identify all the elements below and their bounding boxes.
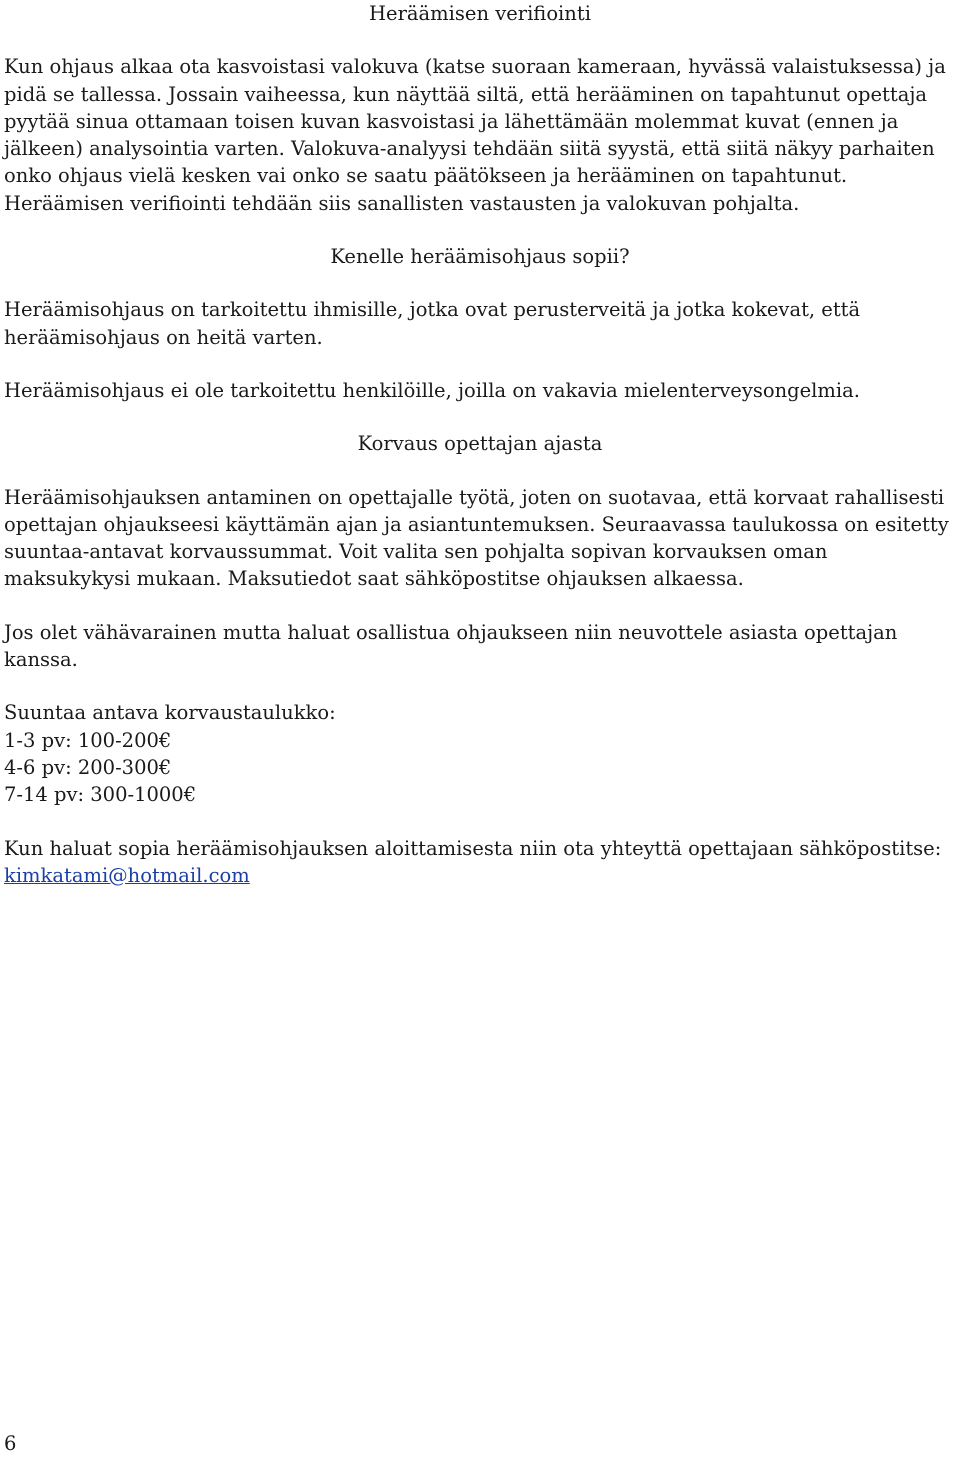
email-link[interactable]: kimkatami@hotmail.com	[4, 863, 250, 887]
document-page	[4, 0, 956, 889]
paragraph-compensation-2: Jos olet vähävarainen mutta haluat osallistua ohjaukseen niin neuvottele asiasta opettajan kanssa.	[4, 620, 898, 672]
rate-row: 7-14 pv: 300-1000€	[4, 783, 197, 807]
rate-row: 1-3 pv: 100-200€	[4, 728, 172, 752]
paragraph-suitability-1: Heräämisohjaus on tarkoitettu ihmisille, jotka ovat perusterveitä ja jotka kokevat, että heräämisohjaus on heitä varten.	[4, 298, 861, 349]
heading-verification: Heräämisen verifiointi	[369, 2, 591, 25]
contact-text: Kun haluat sopia heräämisohjauksen aloittamisesta niin ota yhteyttä opettajaan sähköpostitse:	[4, 836, 942, 860]
paragraph-suitability-2: Heräämisohjaus ei ole tarkoitettu henkilöille, joilla on vakavia mielenterveysongelmia.	[4, 378, 860, 402]
heading-compensation: Korvaus opettajan ajasta	[357, 432, 603, 456]
paragraph-compensation-1: Heräämisohjauksen antaminen on opettajalle työtä, joten on suotavaa, että korvaat rahallisesti opettajan ohjaukseesi käyttämän ajan ja asiantuntemuksen. Seuraavassa taulukossa on esitetty suuntaa-antavat korvaussummat. Voit valita sen pohjalta sopivan korvauksen oman maksukykysi mukaan. Maksutiedot saat sähköpostitse ohjauksen alkaessa.	[4, 485, 949, 591]
rate-table-title: Suuntaa antava korvaustaulukko:	[4, 701, 336, 725]
rate-table	[4, 699, 956, 808]
page-number: 6	[4, 1432, 17, 1455]
heading-suitability: Kenelle heräämisohjaus sopii?	[330, 245, 630, 269]
paragraph-verification: Kun ohjaus alkaa ota kasvoistasi valokuva (katse suoraan kameraan, hyvässä valaistuksessa) ja pidä se tallessa. Jossain vaiheessa, kun näyttää siltä, että herääminen on tapahtunut opettaja pyytää sinua ottamaan toisen kuvan kasvoistasi ja lähettämään molemmat kuvat (ennen ja jälkeen) analysointia varten. Valokuva-analyysi tehdään siitä syystä, että siitä näkyy parhaiten onko ohjaus vielä kesken vai onko se saatu päätökseen ja herääminen on tapahtunut. Heräämisen verifiointi tehdään siis sanallisten vastausten ja valokuvan pohjalta.	[4, 55, 946, 215]
contact-paragraph	[4, 835, 956, 890]
rate-row: 4-6 pv: 200-300€	[4, 755, 172, 779]
